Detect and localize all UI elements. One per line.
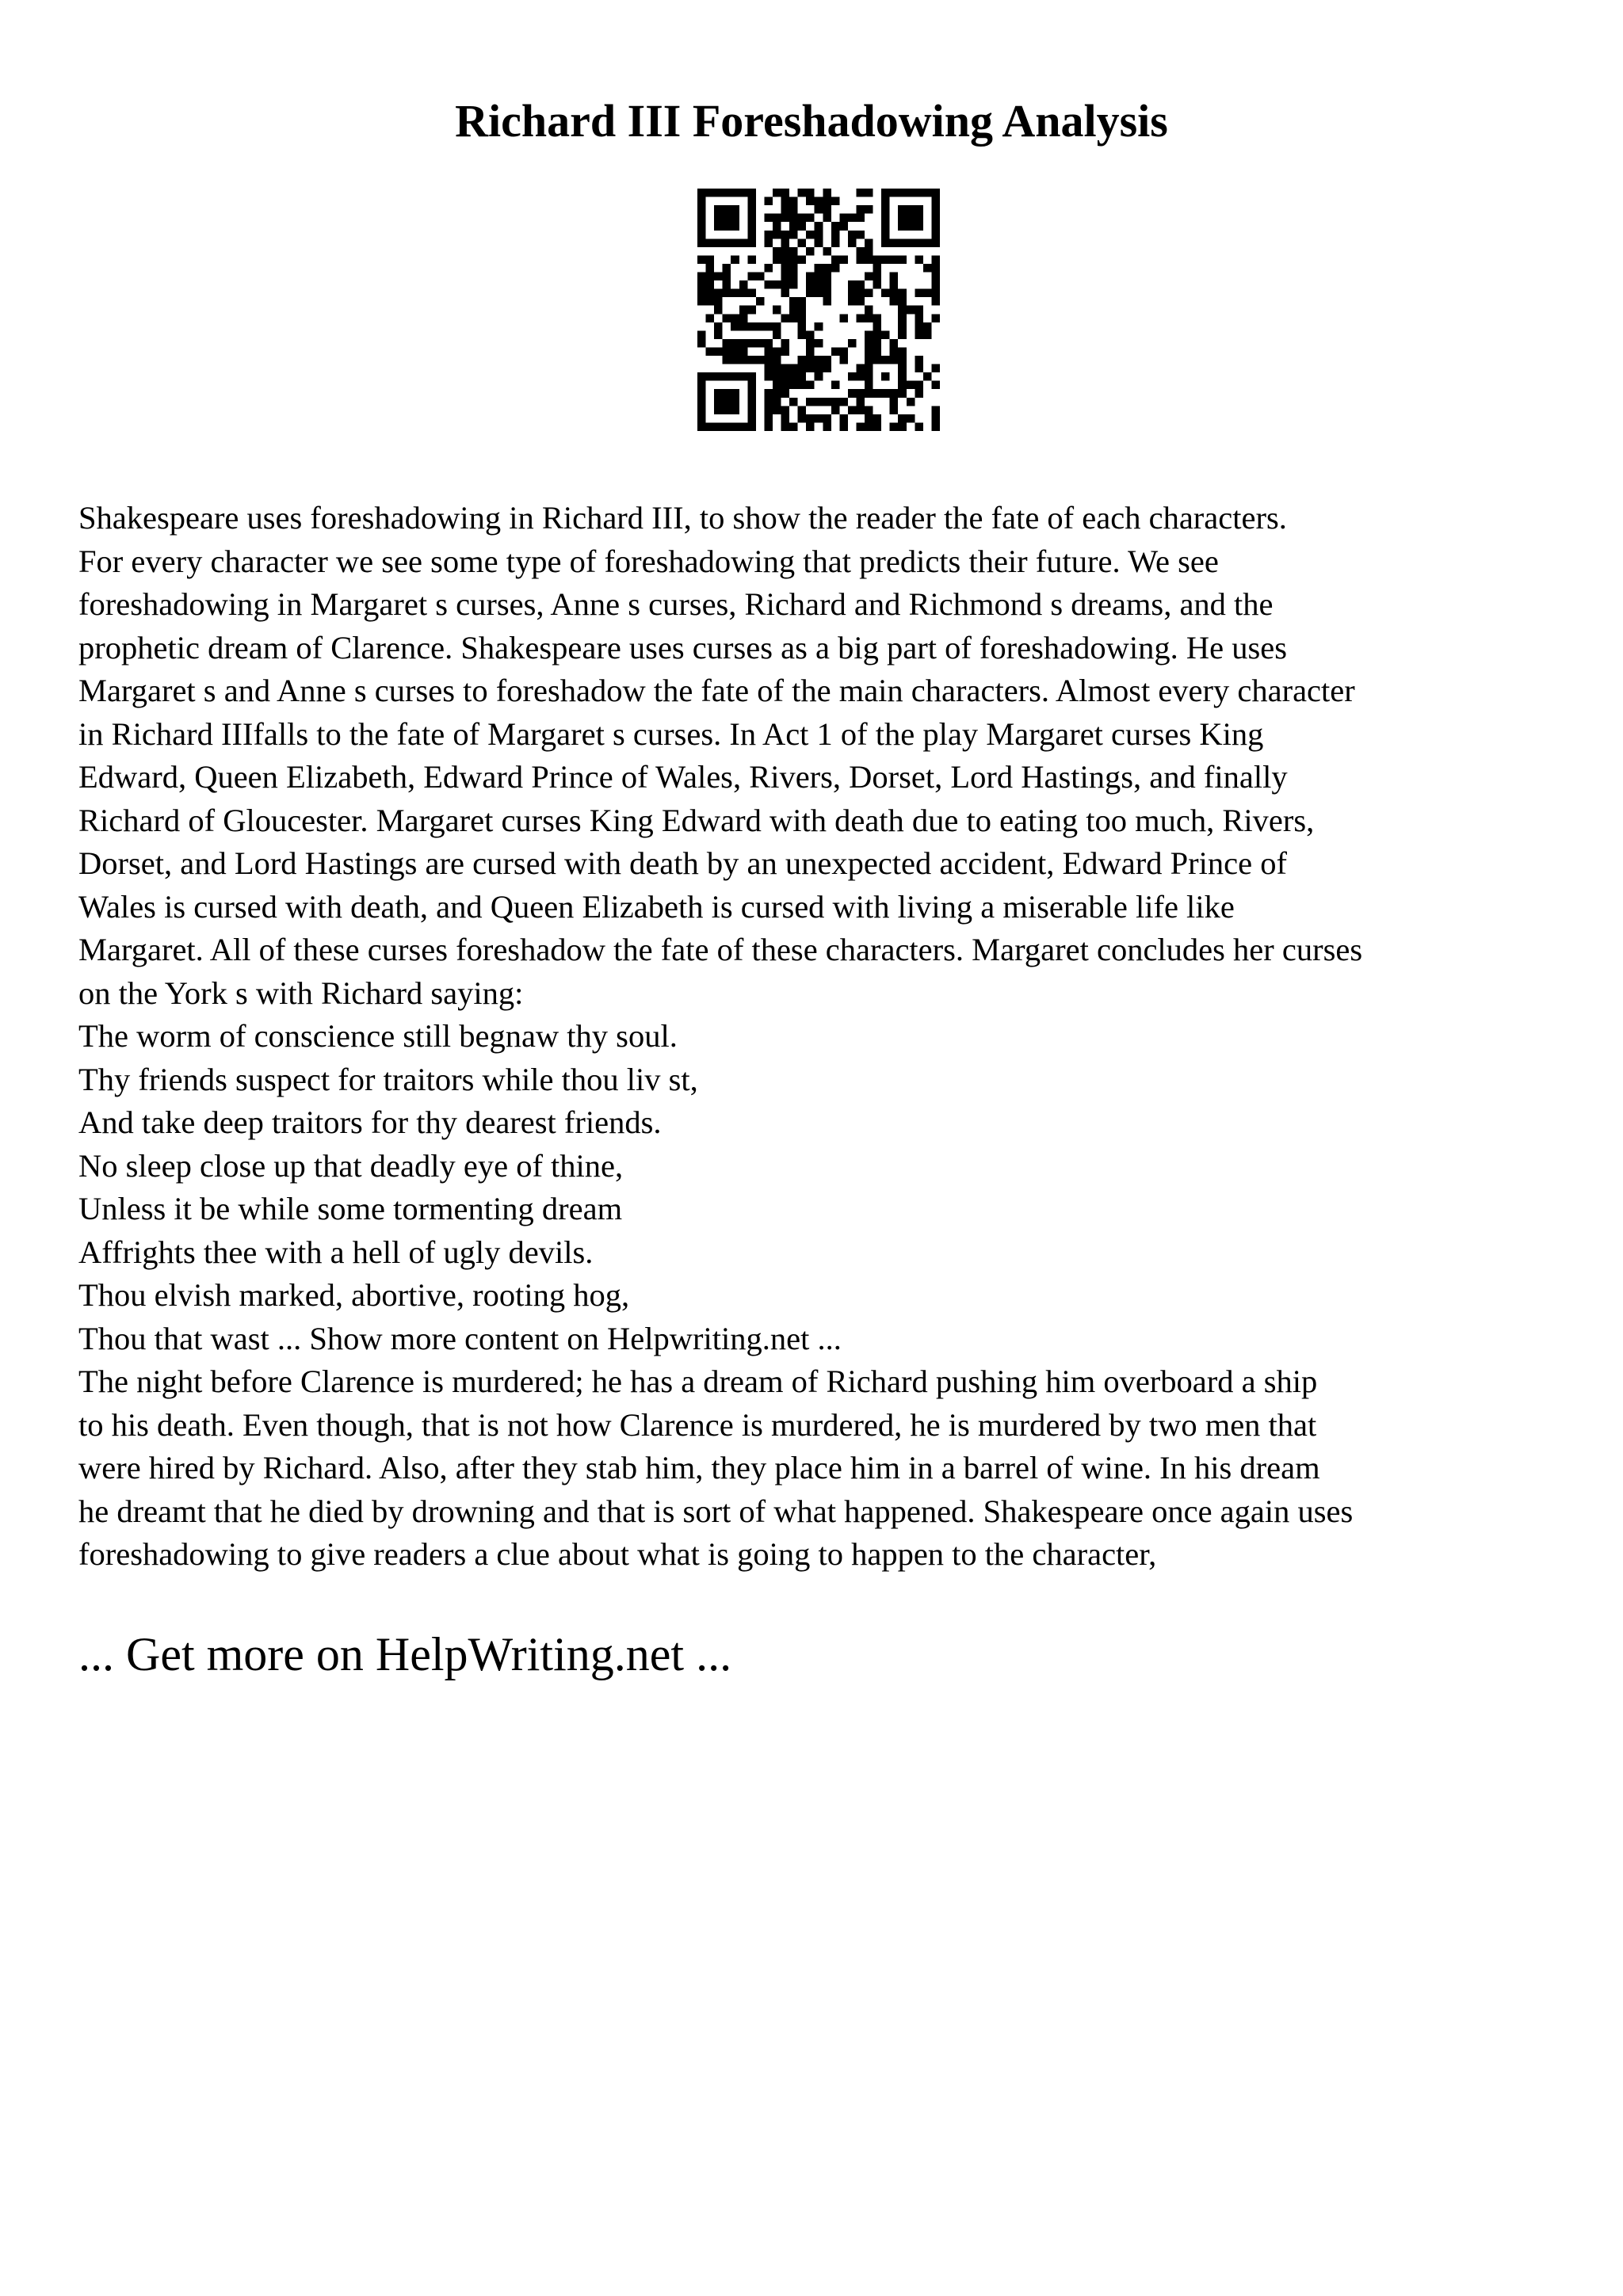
body-text bbox=[78, 497, 1576, 1577]
body-line: foreshadowing to give readers a clue about what is going to happen to the character, bbox=[78, 1536, 1157, 1572]
body-line: Dorset, and Lord Hastings are cursed with death by an unexpected accident, Edward Prince of bbox=[78, 845, 1287, 881]
body-line: For every character we see some type of foreshadowing that predicts their future. We see bbox=[78, 543, 1219, 579]
quote-line: The worm of conscience still begnaw thy soul. bbox=[78, 1018, 678, 1054]
body-line: Margaret. All of these curses foreshadow the fate of these characters. Margaret concludes her curses bbox=[78, 932, 1363, 967]
get-more-link[interactable]: ... Get more on HelpWriting.net ... bbox=[78, 1628, 732, 1680]
quote-line: Thou elvish marked, abortive, rooting hog, bbox=[78, 1277, 630, 1313]
body-line: on the York s with Richard saying: bbox=[78, 974, 524, 1011]
quote-line: No sleep close up that deadly eye of thine, bbox=[78, 1147, 624, 1184]
document-title: Richard III Foreshadowing Analysis bbox=[455, 95, 1168, 147]
body-line: Edward, Queen Elizabeth, Edward Prince of Wales, Rivers, Dorset, Lord Hastings, and finally bbox=[78, 759, 1288, 795]
body-line: foreshadowing in Margaret s curses, Anne s curses, Richard and Richmond s dreams, and the bbox=[78, 586, 1274, 622]
quote-line: And take deep traitors for thy dearest friends. bbox=[78, 1104, 662, 1140]
body-line: to his death. Even though, that is not how Clarence is murdered, he is murdered by two men that bbox=[78, 1406, 1317, 1443]
body-line: in Richard IIIfalls to the fate of Margaret s curses. In Act 1 of the play Margaret curses King bbox=[78, 715, 1264, 752]
quote-line: Thy friends suspect for traitors while thou liv st, bbox=[78, 1061, 698, 1097]
body-line: The night before Clarence is murdered; he has a dream of Richard pushing him overboard a ship bbox=[78, 1363, 1318, 1399]
quote-line: Unless it be while some tormenting dream bbox=[78, 1191, 623, 1226]
body-line: Richard of Gloucester. Margaret curses King Edward with death due to eating too much, Rivers, bbox=[78, 802, 1315, 838]
body-line: he dreamt that he died by drowning and that is sort of what happened. Shakespeare once again uses bbox=[78, 1493, 1354, 1529]
body-line: Wales is cursed with death, and Queen Elizabeth is cursed with living a miserable life like bbox=[78, 888, 1235, 925]
quote-line: Affrights thee with a hell of ugly devils. bbox=[78, 1234, 594, 1270]
body-line: Shakespeare uses foreshadowing in Richard III, to show the reader the fate of each characters. bbox=[78, 500, 1287, 536]
body-line: Margaret s and Anne s curses to foreshadow the fate of the main characters. Almost every character bbox=[78, 673, 1355, 708]
qr-code-icon bbox=[697, 189, 940, 431]
show-more-line: Thou that wast ... Show more content on Helpwriting.net ... bbox=[78, 1320, 842, 1356]
body-line: prophetic dream of Clarence. Shakespeare uses curses as a big part of foreshadowing. He uses bbox=[78, 629, 1287, 666]
body-line: were hired by Richard. Also, after they stab him, they place him in a barrel of wine. In his dream bbox=[78, 1450, 1320, 1486]
